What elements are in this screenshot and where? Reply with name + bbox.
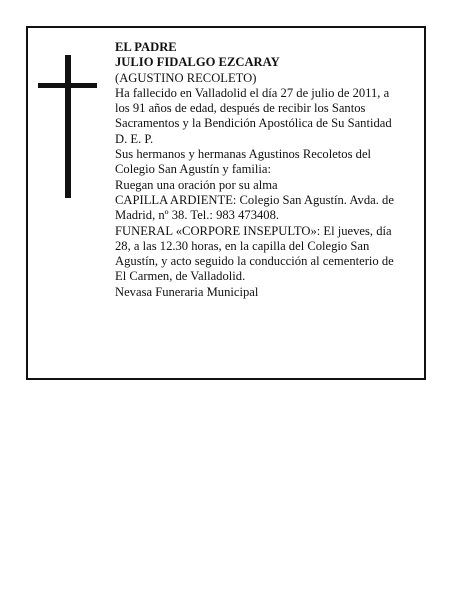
body-line-2: los 91 años de edad, después de recibir los Santos — [115, 101, 366, 116]
body-line-5: Sus hermanos y hermanas Agustinos Recoletos del — [115, 147, 372, 162]
body-line-10: FUNERAL «CORPORE INSEPULTO»: El jueves, día — [115, 223, 392, 238]
body-line-4: D. E. P. — [115, 131, 154, 146]
body-line-1: Ha fallecido en Valladolid el día 27 de julio de 2011, a — [115, 85, 390, 100]
notice-heading: EL PADRE — [115, 40, 177, 54]
cross-horizontal-bar — [38, 83, 97, 88]
body-line-11: 28, a las 12.30 horas, en la capilla del Colegio San — [115, 238, 370, 253]
body-line-9: Madrid, nº 38. Tel.: 983 473408. — [115, 208, 280, 223]
body-line-3: Sacramentos y la Bendición Apostólica de Su Santidad — [115, 116, 392, 131]
body-line-8: CAPILLA ARDIENTE: Colegio San Agustín. Avda. de — [115, 192, 394, 207]
notice-text — [115, 40, 420, 300]
body-line-12: Agustín, y acto seguido la conducción al cementerio de — [115, 254, 394, 269]
deceased-name: JULIO FIDALGO EZCARAY — [115, 55, 280, 70]
body-line-6: Colegio San Agustín y familia: — [115, 162, 272, 177]
body-line-14: Nevasa Funeraria Municipal — [115, 284, 259, 299]
cross-vertical-bar — [65, 55, 71, 198]
body-line-13: El Carmen, de Valladolid. — [115, 269, 246, 284]
obituary-notice — [26, 26, 426, 380]
religious-name: (AGUSTINO RECOLETO) — [115, 70, 257, 85]
body-line-7: Ruegan una oración por su alma — [115, 177, 278, 192]
